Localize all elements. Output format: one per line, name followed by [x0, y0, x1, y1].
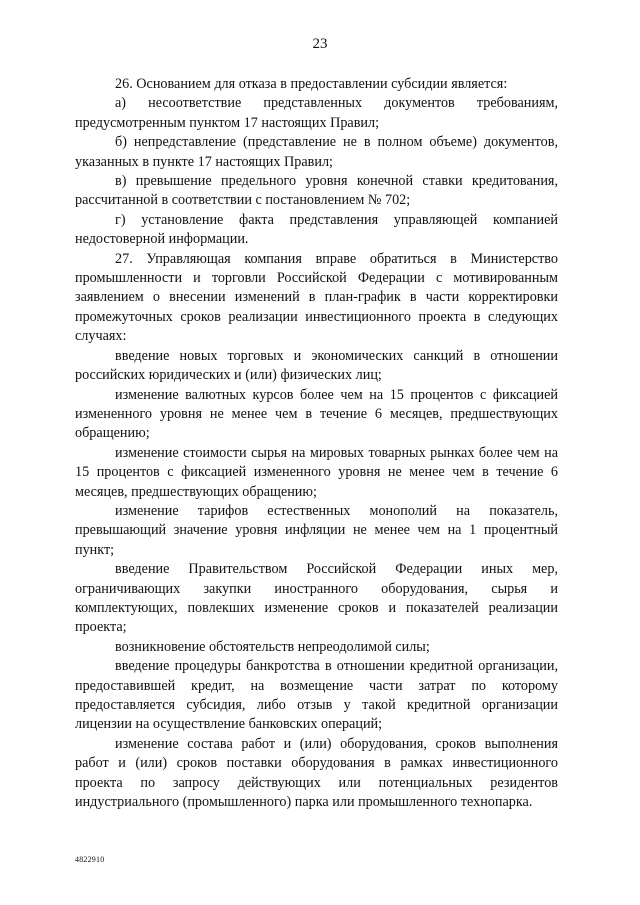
case-monopoly-tariffs: изменение тарифов естественных монополий на показатель, превышающий значение уровня инфляции не менее чем на 1 процентный пункт; [75, 502, 558, 558]
paragraph-26-g: г) установление факта представления управляющей компанией недостоверной информации. [75, 211, 558, 248]
document-body [75, 75, 558, 812]
document-code: 4822910 [75, 855, 105, 864]
case-scope-change: изменение состава работ и (или) оборудования, сроков выполнения работ и (или) сроков поставки оборудования в рамках инвестиционного проекта по запросу действующих или потенциальных резидентов индустриального (промышленного) парка или промышленного технопарка. [75, 735, 558, 811]
case-currency-rates: изменение валютных курсов более чем на 15 процентов с фиксацией измененного уровня не менее чем в течение 6 месяцев, предшествующих обращению; [75, 386, 558, 442]
paragraph-26-b: б) непредставление (представление не в полном объеме) документов, указанных в пункте 17 настоящих Правил; [75, 134, 558, 170]
case-bank-bankruptcy: введение процедуры банкротства в отношении кредитной организации, предоставившей кредит, на возмещение части затрат по которому предоставляется субсидия, либо отзыв у такой кредитной организации лицензии на осуществление банковских операций; [75, 658, 558, 733]
paragraph-26-a: а) несоответствие представленных документов требованиям, предусмотренным пунктом 17 настоящих Правил; [75, 95, 558, 131]
case-government-measures: введение Правительством Российской Федерации иных мер, ограничивающих закупки иностранного оборудования, сырья и комплектующих, повлекших изменение сроков и показателей реализации проекта; [75, 561, 558, 636]
case-sanctions: введение новых торговых и экономических санкций в отношении российских юридических и (или) физических лиц; [75, 347, 558, 384]
paragraph-26: 26. Основанием для отказа в предоставлении субсидии является: [115, 76, 508, 92]
case-force-majeure: возникновение обстоятельств непреодолимой силы; [115, 638, 430, 655]
paragraph-26-v: в) превышение предельного уровня конечной ставки кредитования, рассчитанной в соответствии с постановлением № 702; [75, 173, 558, 209]
case-raw-material-prices: изменение стоимости сырья на мировых товарных рынках более чем на 15 процентов с фиксацией измененного уровня не менее чем в течение 6 месяцев, предшествующих обращению; [75, 444, 558, 500]
paragraph-27: 27. Управляющая компания вправе обратиться в Министерство промышленности и торговли Российской Федерации с мотивированным заявлением о внесении изменений в план-график в части корректировки промежуточных сроков реализации инвестиционного проекта в следующих случаях: [75, 250, 558, 345]
page-number: 23 [312, 36, 328, 52]
